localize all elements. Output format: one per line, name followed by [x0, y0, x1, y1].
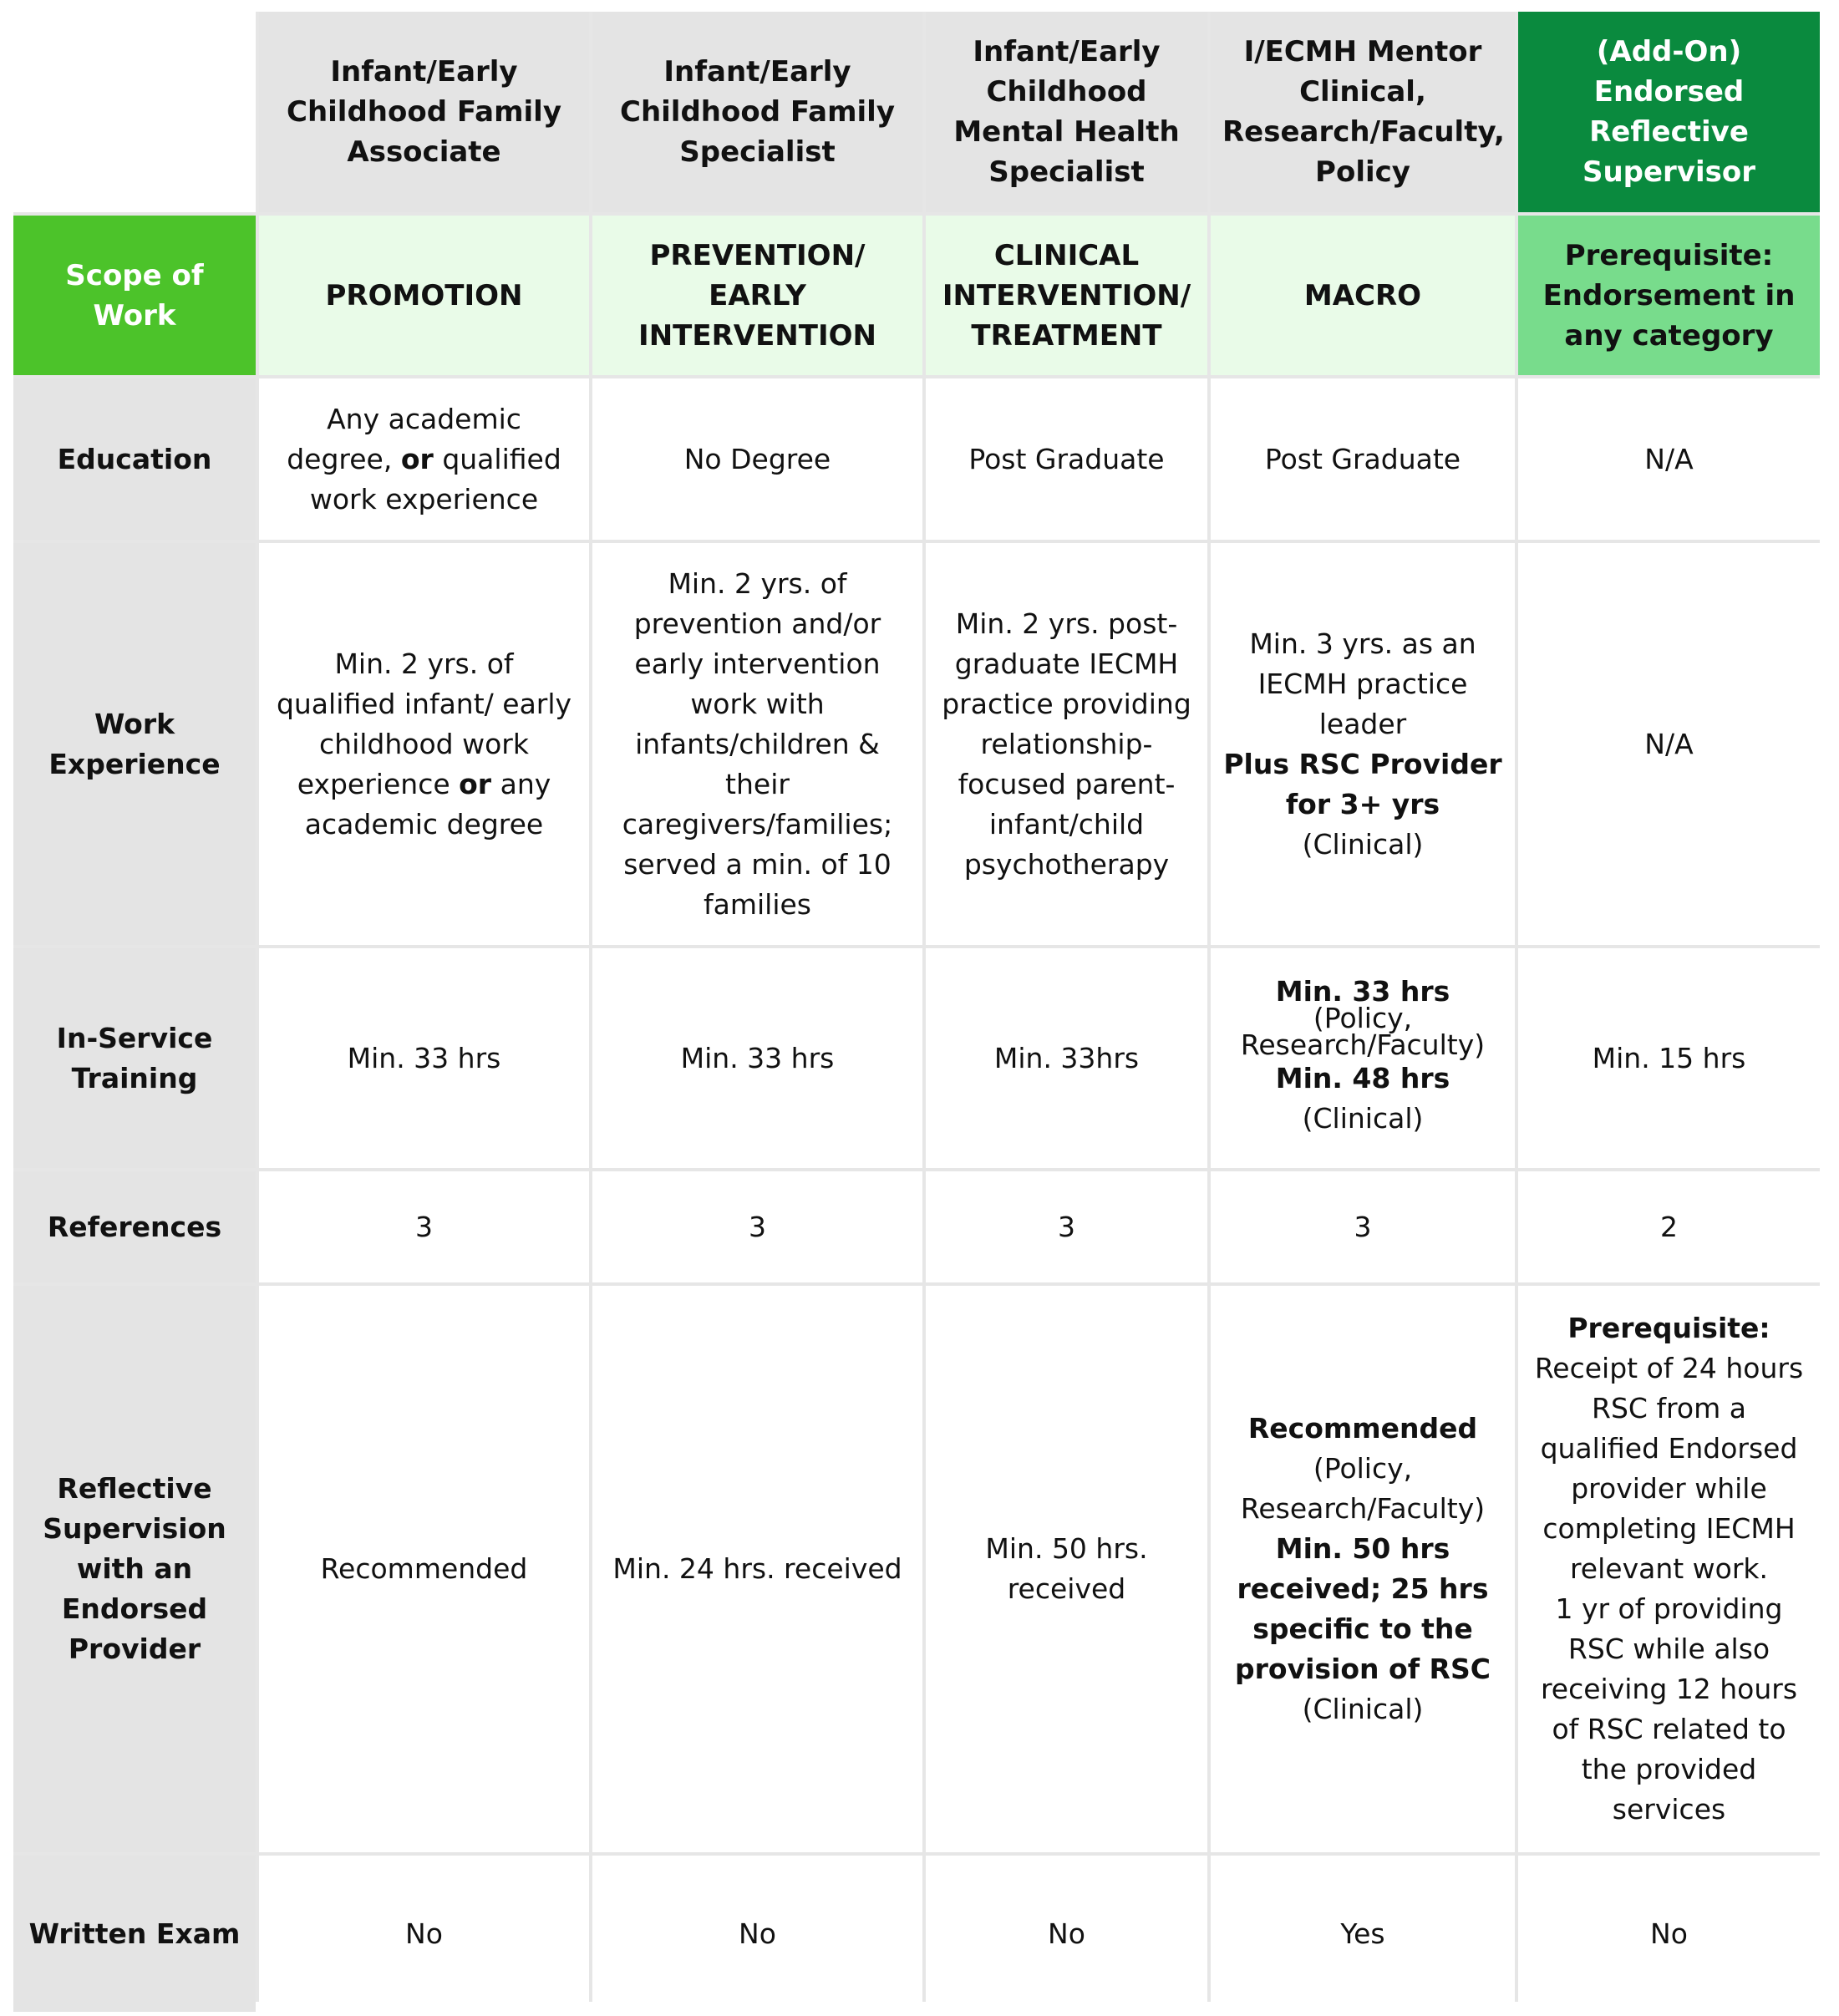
- exam-cell: No: [926, 1856, 1207, 2012]
- column-header-mentor: I/ECMH Mentor Clinical, Research/Faculty, Policy: [1211, 12, 1515, 212]
- exam-cell: Yes: [1211, 1856, 1515, 2012]
- exam-cell: No: [259, 1856, 589, 2012]
- cell-emphasis: or: [400, 442, 434, 475]
- row-header-written-exam: Written Exam: [13, 1856, 256, 2012]
- cell-text: qualified work experience: [309, 442, 561, 515]
- work-experience-cell: [1211, 543, 1515, 945]
- training-cell: [1211, 948, 1515, 1168]
- cell-text: Min. 3 yrs. as an IECMH practice leader: [1249, 627, 1476, 740]
- exam-cell: No: [592, 1856, 922, 2012]
- training-cell: Min. 33 hrs: [592, 948, 922, 1168]
- scope-cell: CLINICAL INTERVENTION/ TREATMENT: [926, 216, 1207, 375]
- supervision-cell: Recommended: [259, 1286, 589, 1852]
- work-experience-cell: Min. 2 yrs. of prevention and/or early intervention work with infants/children & their caregivers/families; served a min. of 10 families: [592, 543, 922, 945]
- row-header-reflective-supervision: Reflective Supervision with an Endorsed Provider: [13, 1286, 256, 1852]
- scope-cell: MACRO: [1211, 216, 1515, 375]
- scope-cell: Prerequisite: Endorsement in any category: [1518, 216, 1820, 375]
- cell-text: 1 yr of providing RSC while also receiving 12 hours of RSC related to the provided services: [1540, 1592, 1798, 1826]
- cell-text: Min. 2 yrs. of qualified infant/ early childhood work experience: [276, 647, 572, 800]
- cell-emphasis: Prerequisite:: [1567, 1312, 1770, 1344]
- supervision-cell: [1211, 1286, 1515, 1852]
- cell-text: (Clinical): [1302, 827, 1424, 861]
- cell-text: (Clinical): [1302, 1693, 1424, 1725]
- references-cell: 2: [1518, 1171, 1820, 1282]
- table-corner: [13, 12, 256, 212]
- row-header-scope: Scope of Work: [13, 216, 256, 375]
- supervision-cell: Min. 24 hrs. received: [592, 1286, 922, 1852]
- supervision-cell: Min. 50 hrs. received: [926, 1286, 1207, 1852]
- cell-emphasis: Plus RSC Provider for 3+ yrs: [1223, 747, 1502, 820]
- column-header-reflective-supervisor: (Add-On) Endorsed Reflective Supervisor: [1518, 12, 1820, 212]
- exam-cell: No: [1518, 1856, 1820, 2012]
- cell-text: Any academic degree,: [287, 402, 521, 475]
- row-header-work-experience: Work Experience: [13, 543, 256, 945]
- cell-emphasis: Recommended: [1247, 1412, 1478, 1445]
- row-header-education: Education: [13, 378, 256, 540]
- scope-cell: PROMOTION: [259, 216, 589, 375]
- row-header-references: References: [13, 1171, 256, 1282]
- work-experience-cell: [259, 543, 589, 945]
- work-experience-cell: N/A: [1518, 543, 1820, 945]
- cell-text: Receipt of 24 hours RSC from a qualified Endorsed provider while completing IECMH relevant work.: [1534, 1352, 1804, 1585]
- endorsement-requirements-table: [13, 12, 1820, 2002]
- training-cell: Min. 15 hrs: [1518, 948, 1820, 1168]
- training-cell: Min. 33hrs: [926, 948, 1207, 1168]
- references-cell: 3: [259, 1171, 589, 1282]
- column-header-mental-health-specialist: Infant/Early Childhood Mental Health Specialist: [926, 12, 1207, 212]
- cell-text: (Policy, Research/Faculty): [1240, 1452, 1486, 1525]
- scope-cell: PREVENTION/ EARLY INTERVENTION: [592, 216, 922, 375]
- cell-emphasis: Min. 33 hrs: [1275, 974, 1450, 1008]
- education-cell: Post Graduate: [926, 378, 1207, 540]
- column-header-family-specialist: Infant/Early Childhood Family Specialist: [592, 12, 922, 212]
- work-experience-cell: Min. 2 yrs. post-graduate IECMH practice providing relationship-focused parent-infant/child psychotherapy: [926, 543, 1207, 945]
- references-cell: 3: [926, 1171, 1207, 1282]
- column-header-family-associate: Infant/Early Childhood Family Associate: [259, 12, 589, 212]
- education-cell: N/A: [1518, 378, 1820, 540]
- supervision-cell: [1518, 1286, 1820, 1852]
- cell-text: any academic degree: [304, 767, 551, 840]
- cell-emphasis: Min. 50 hrs received; 25 hrs specific to the provision of RSC: [1235, 1532, 1491, 1685]
- row-header-in-service-training: In-Service Training: [13, 948, 256, 1168]
- education-cell: Post Graduate: [1211, 378, 1515, 540]
- education-cell: No Degree: [592, 378, 922, 540]
- cell-text: (Clinical): [1302, 1101, 1424, 1135]
- cell-emphasis: or: [459, 767, 492, 800]
- cell-emphasis: Min. 48 hrs: [1275, 1061, 1450, 1094]
- education-cell: [259, 378, 589, 540]
- references-cell: 3: [1211, 1171, 1515, 1282]
- training-cell: Min. 33 hrs: [259, 948, 589, 1168]
- references-cell: 3: [592, 1171, 922, 1282]
- cell-text: (Policy, Research/Faculty): [1240, 1001, 1486, 1061]
